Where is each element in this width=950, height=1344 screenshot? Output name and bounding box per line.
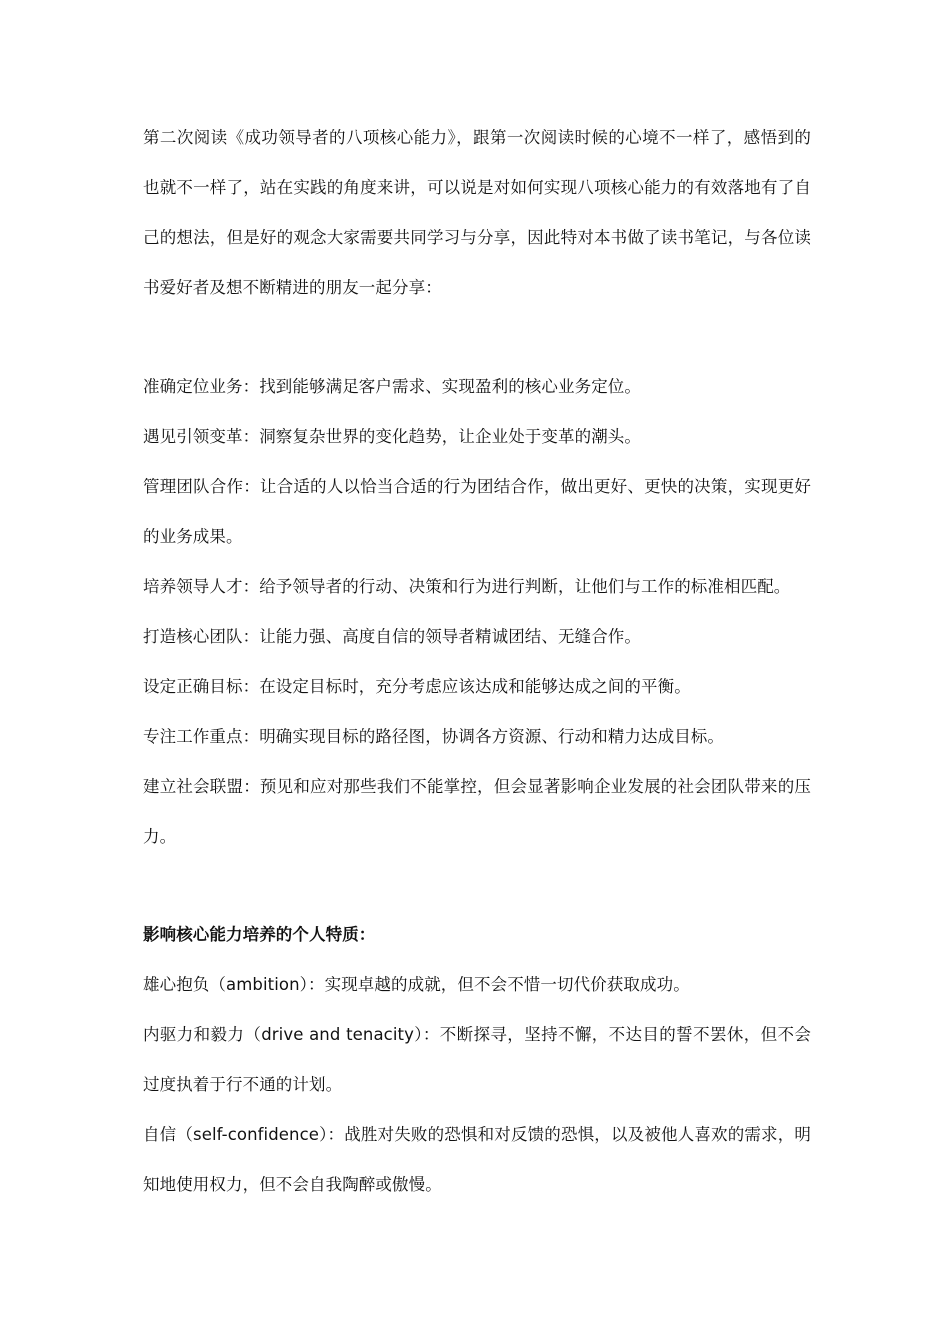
personal-traits-section [143,910,811,1210]
trait-item: 自信（self-confidence）：战胜对失败的恐惧和对反馈的恐惧，以及被他人喜欢的需求，明知地使用权力，但不会自我陶醉或傲慢。 [143,1125,811,1194]
intro-paragraph: 第二次阅读《成功领导者的八项核心能力》，跟第一次阅读时候的心境不一样了，感悟到的也就不一样了，站在实践的角度来讲，可以说是对如何实现八项核心能力的有效落地有了自己的想法，但是好的观念大家需要共同学习与分享，因此特对本书做了读书笔记，与各位读书爱好者及想不断精进的朋友一起分享： [143,128,811,297]
competency-item: 培养领导人才：给予领导者的行动、决策和行为进行判断，让他们与工作的标准相匹配。 [143,577,791,596]
section-heading: 影响核心能力培养的个人特质： [143,925,376,944]
core-competency-list [143,362,811,862]
trait-item: 雄心抱负（ambition）：实现卓越的成就，但不会不惜一切代价获取成功。 [143,975,690,994]
competency-item: 打造核心团队：让能力强、高度自信的领导者精诚团结、无缝合作。 [143,627,641,646]
trait-item: 内驱力和毅力（drive and tenacity）：不断探寻，坚持不懈，不达目的誓不罢休，但不会过度执着于行不通的计划。 [143,1025,811,1094]
competency-item: 管理团队合作：让合适的人以恰当合适的行为团结合作，做出更好、更快的决策，实现更好的业务成果。 [143,477,811,546]
intro-section [143,113,811,313]
competency-item: 遇见引领变革：洞察复杂世界的变化趋势，让企业处于变革的潮头。 [143,427,641,446]
competency-item: 准确定位业务：找到能够满足客户需求、实现盈利的核心业务定位。 [143,377,641,396]
competency-item: 设定正确目标：在设定目标时，充分考虑应该达成和能够达成之间的平衡。 [143,677,691,696]
competency-item: 建立社会联盟：预见和应对那些我们不能掌控，但会显著影响企业发展的社会团队带来的压力。 [143,777,811,846]
competency-item: 专注工作重点：明确实现目标的路径图，协调各方资源、行动和精力达成目标。 [143,727,724,746]
